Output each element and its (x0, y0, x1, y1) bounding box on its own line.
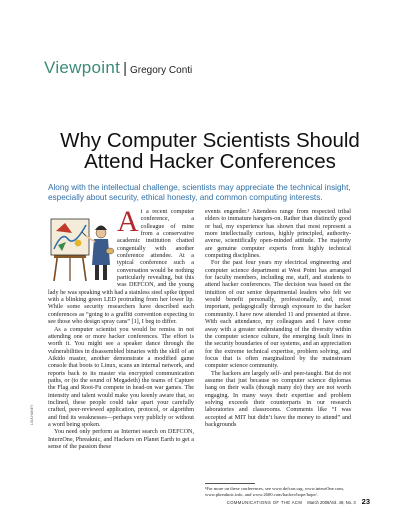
footnote-rule (205, 483, 255, 484)
body-column-right (205, 209, 351, 429)
journal-name: COMMUNICATIONS OF THE ACM (226, 500, 303, 505)
body-column-left (48, 205, 194, 451)
issue-info: March 2006/Vol. 49, No. 3 (307, 500, 356, 505)
paragraph: events engender.¹ Attendees range from respected tribal elders to immature hangers-on. Rather than distinctly good or bad, my experience has shown that most represent a more intellectually curious, highly principled, authority-averse, scientifically open-minded attitude. The majority are genuine computer experts from highly technical computing disciplines. (205, 209, 351, 260)
paragraph: The hackers are largely self- and peer-taught. But do not assume that just because no computer science diplomas hang on their walls (though many do) they are not worth engaging. In many ways their expertise and problem solving exceeds their counterparts in our research laboratories and classrooms. Comments like “I was accepted at MIT but didn’t have the money to attend” and backgrounds (205, 370, 351, 428)
page-number: 23 (361, 497, 370, 506)
image-credit: LISA HANEY (30, 404, 34, 425)
page-footer (0, 497, 370, 506)
article-title: Why Computer Scientists Should Attend Hacker Conferences (60, 129, 360, 173)
article-deck: Along with the intellectual challenge, scientists may appreciate the technical insight, especially about security, ethical honesty, and common computing interests. (48, 183, 351, 203)
drop-cap: A (117, 205, 139, 238)
paragraph: You need only perform as Internet search on DEFCON, InterzOne, Phreaknic, and Hackers on Planet Earth to get a sense of the passion these (48, 429, 194, 450)
paragraph: As a computer scientist you would be remiss in not attending one or more hacker conferences. The effort is worth it. You might see a speaker dance through the vulnerabilities in disassembled binaries with the skill of an Aikido master, another demonstrate a modified game console that boots to Linux, scans an internal network, and reports back to its master via encrypted communication paths, or (to the sound of Megadeth) the teams of Capture the Flag and Root-Fu compete in head-on war games. The intensity and talent would make you keenly aware that, so inclined, these people could take apart your carefully crafted, peer-reviewed application, protocol, or algorithm and find its weaknesses—perhaps very publicly or without a word being spoken. (48, 326, 194, 428)
author-name: Gregory Conti (130, 65, 193, 76)
section-label: Viewpoint (44, 58, 121, 77)
painter-illustration (48, 209, 114, 283)
paragraph: For the past four years my electrical engineering and computer science department at West Point has arranged for faculty members, including me, staff, and students to attend hacker conferences. The decision was based on the intuition of our senior departmental leaders who felt we would benefit personally, professionally, and, most important, pedagogically through exposure to the hacker community. I have now attended 11 and presented at three. With each attendance, my colleagues and I have come away with a greater understanding of the diversity within the computer science culture, the emerging fault lines in the security boundaries of our systems, and an appreciation for the extreme technical expertise, problem solving, and focus that is often marginalized by the mainstream computer science community. (205, 260, 351, 370)
paragraph-text: t a recent computer conference, a colleague of mine from a conservative academic institution chatted congenially with another conference attendee. At a typical conference such a conversation would be nothing particularly revealing, but this was DEFCON, and the young lady he was speaking with had a stainless steel spike tipped with a blinking green LED protruding from her lower lip. While some security researchers have described such conferences as “going to a graffiti convention expecting to see those who design spray cans” [1], I beg to differ. (48, 209, 194, 326)
footnote: ¹For more on these conferences, see www.defcon.org, www.interzOne.com, www.phreaknic.info, and www.2600.com/hacker/hope/hope/. (205, 486, 344, 497)
article-header (44, 58, 192, 78)
header-separator: | (123, 60, 128, 77)
